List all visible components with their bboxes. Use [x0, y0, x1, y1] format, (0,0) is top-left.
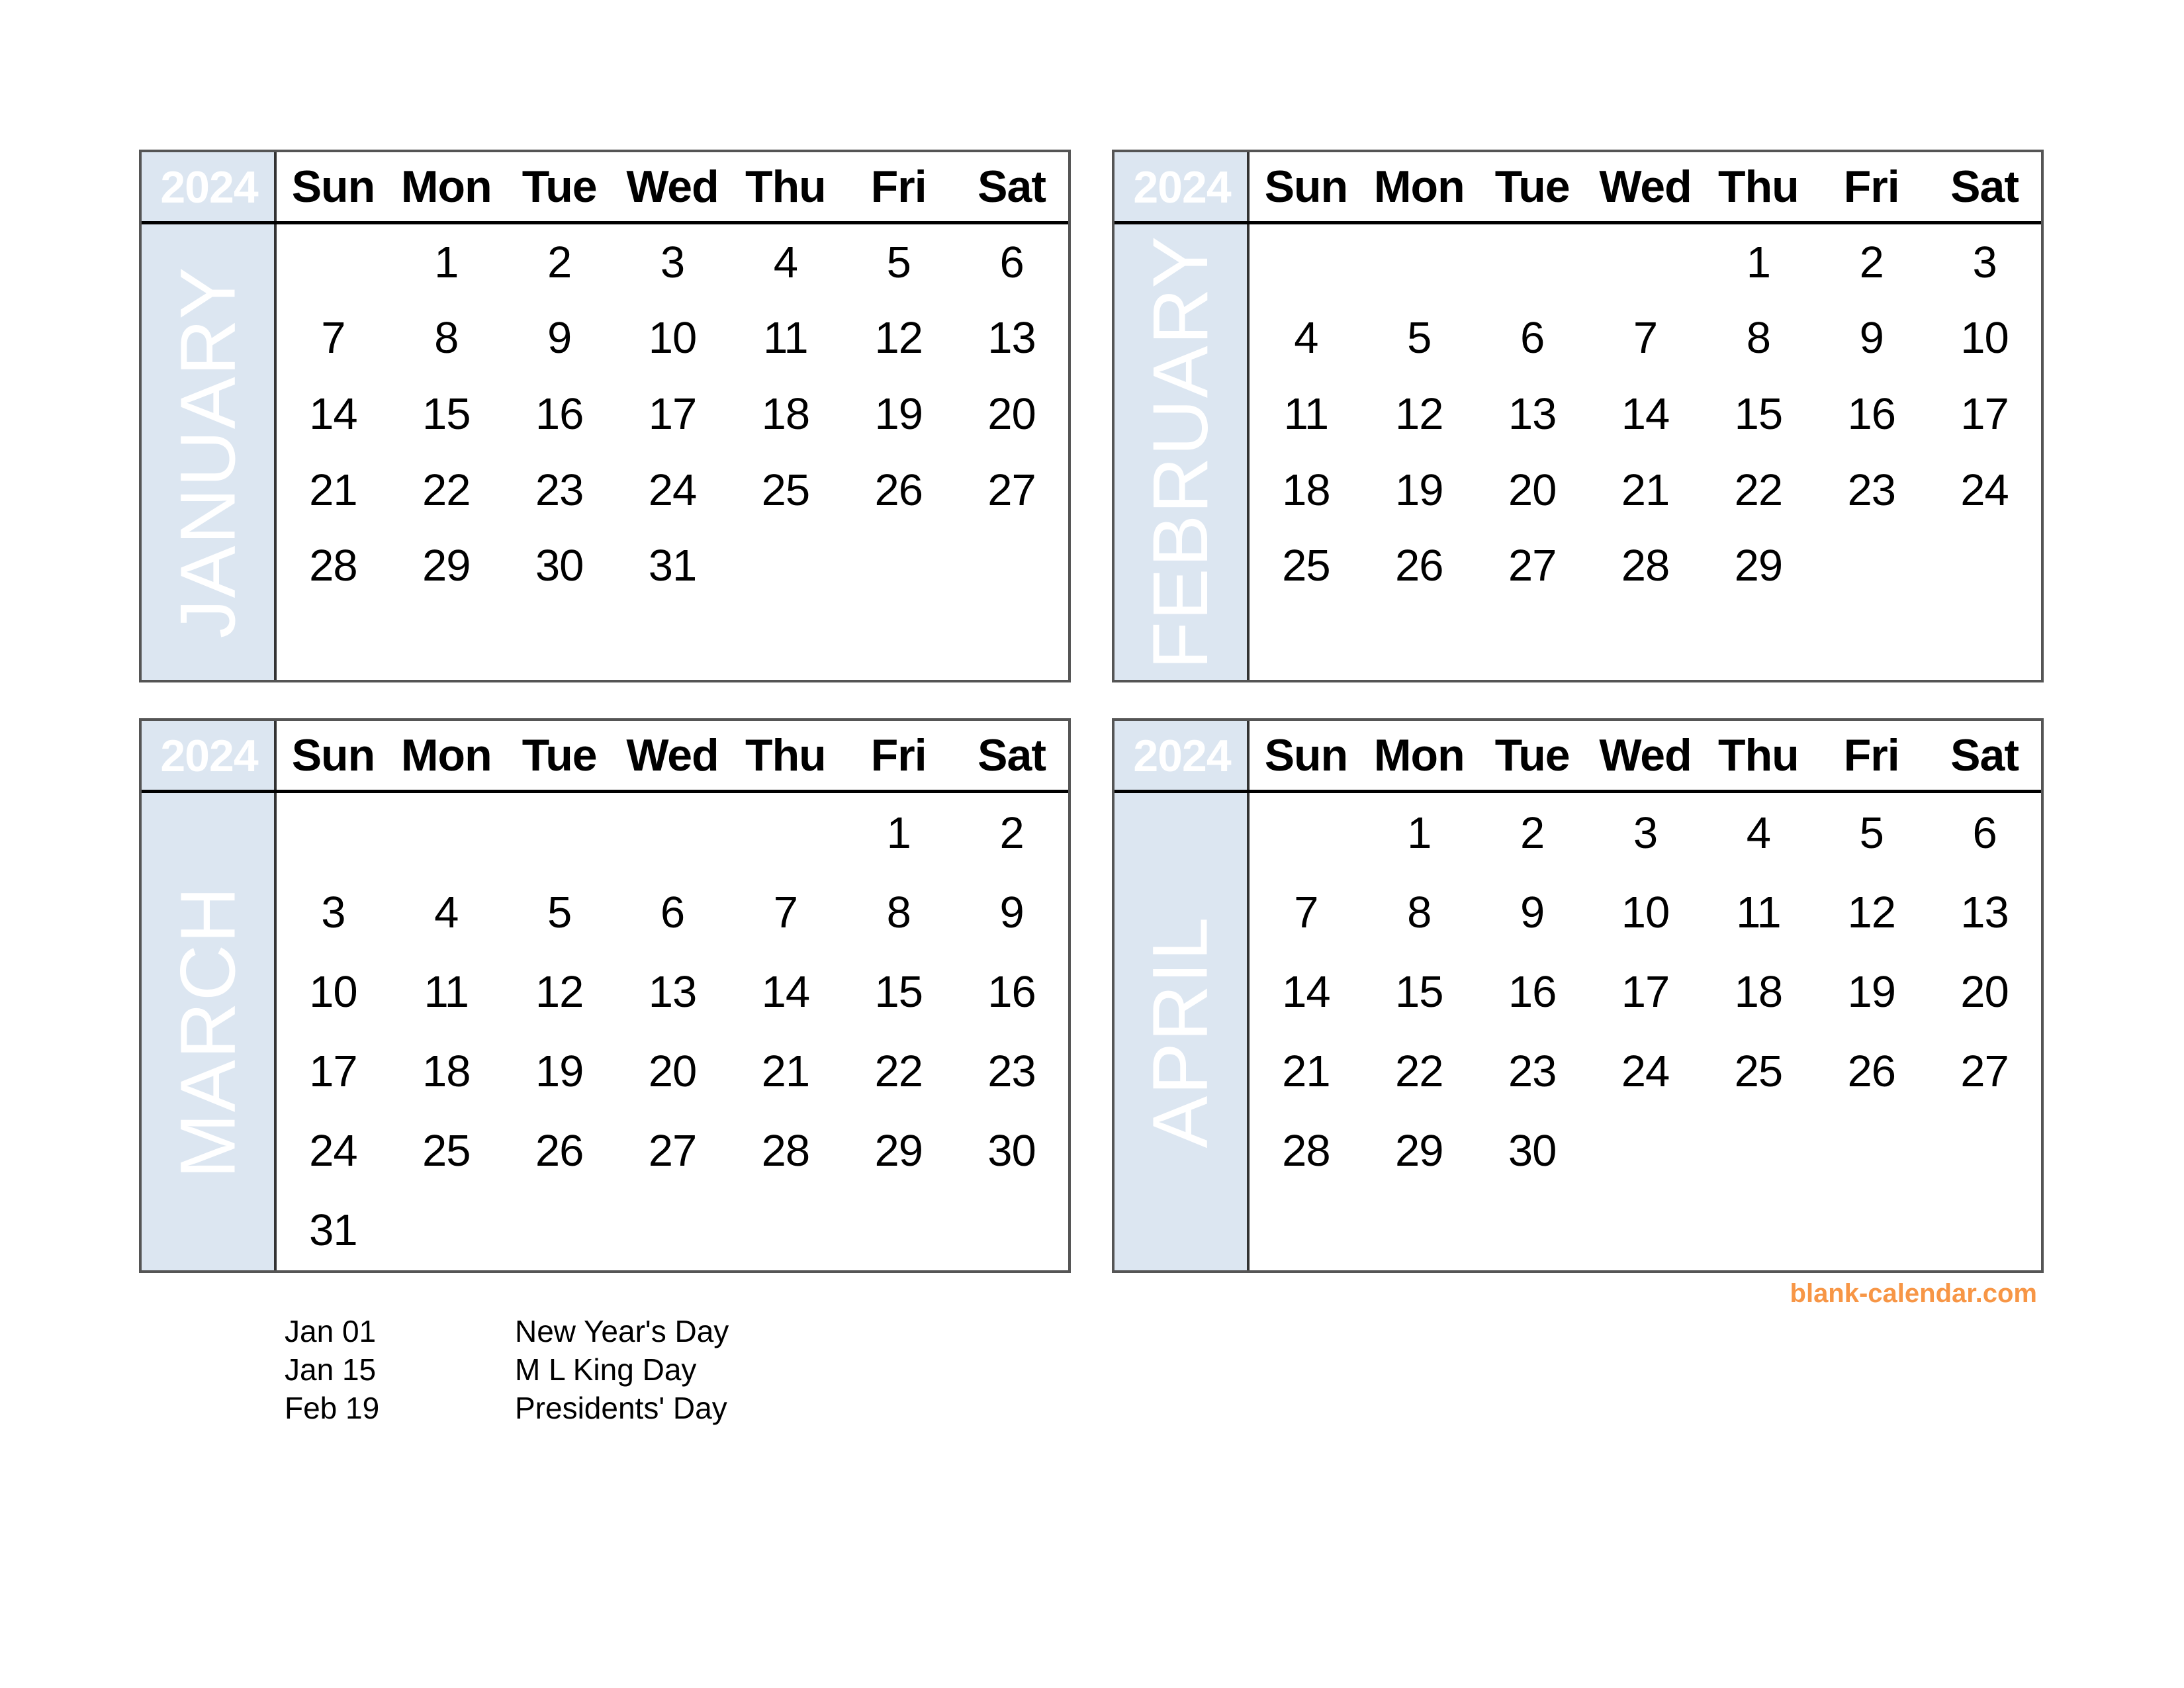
day-cell [616, 604, 729, 680]
weekday-label: Fri [1843, 730, 1899, 780]
day-cell: 9 [547, 313, 572, 363]
day-cell: 17 [1960, 389, 2009, 440]
holiday-row [285, 1350, 729, 1389]
day-cell: 20 [648, 1047, 697, 1097]
day-cell: 23 [987, 1047, 1036, 1097]
weekday-header [277, 152, 1068, 221]
month-label: MARCH [164, 885, 251, 1178]
day-cell: 22 [1734, 465, 1783, 515]
day-cell [503, 793, 616, 872]
weekday-label: Sat [1950, 730, 2019, 780]
day-cell [277, 224, 390, 301]
day-cell: 2 [1859, 237, 1884, 287]
day-cell [1589, 224, 1702, 301]
weekday-label: Tue [1494, 730, 1570, 780]
day-cell [1815, 1191, 1928, 1270]
day-cell: 20 [987, 389, 1036, 440]
day-cell: 12 [535, 966, 584, 1017]
day-cell: 6 [1972, 808, 1997, 858]
day-cell [1589, 1191, 1702, 1270]
day-grid [1250, 224, 2041, 680]
day-cell: 27 [987, 465, 1036, 515]
day-cell: 22 [1395, 1047, 1443, 1097]
day-cell [390, 604, 503, 680]
day-cell: 26 [874, 465, 923, 515]
day-cell: 3 [1972, 237, 1997, 287]
day-cell: 10 [1621, 887, 1670, 937]
month-calendar-april [1112, 718, 2044, 1273]
day-cell: 14 [1282, 966, 1330, 1017]
weekday-label: Thu [745, 730, 826, 780]
holiday-date: Feb 19 [285, 1391, 380, 1425]
day-cell: 26 [535, 1126, 584, 1176]
day-cell: 12 [1395, 389, 1443, 440]
day-cell: 30 [987, 1126, 1036, 1176]
day-cell: 10 [1960, 313, 2009, 363]
holiday-row [285, 1389, 729, 1427]
day-cell: 24 [1960, 465, 2009, 515]
day-cell: 27 [1960, 1047, 2009, 1097]
day-cell [390, 1191, 503, 1270]
day-cell: 18 [1282, 465, 1330, 515]
day-cell: 18 [422, 1047, 471, 1097]
day-cell [729, 1191, 842, 1270]
weekday-label: Fri [870, 730, 927, 780]
day-cell [1928, 1191, 2041, 1270]
day-cell [616, 1191, 729, 1270]
day-cell: 19 [874, 389, 923, 440]
day-cell [842, 528, 955, 604]
day-cell: 27 [1508, 541, 1557, 591]
day-cell: 18 [761, 389, 810, 440]
day-cell: 16 [1508, 966, 1557, 1017]
day-cell: 7 [1633, 313, 1658, 363]
day-cell [729, 528, 842, 604]
year-label: 2024 [1133, 162, 1231, 212]
day-cell: 19 [1847, 966, 1895, 1017]
holiday-name: M L King Day [515, 1352, 697, 1387]
day-cell [1702, 604, 1815, 680]
month-label-container [142, 224, 274, 680]
day-grid [1250, 793, 2041, 1270]
day-cell: 1 [1407, 808, 1432, 858]
day-cell [1928, 604, 2041, 680]
year-label: 2024 [1133, 731, 1231, 781]
day-cell [1702, 1191, 1815, 1270]
holiday-list [285, 1312, 729, 1427]
day-cell: 15 [422, 389, 471, 440]
day-cell: 21 [761, 1047, 810, 1097]
day-cell: 10 [648, 313, 697, 363]
month-label-container [1115, 793, 1247, 1270]
weekday-label: Thu [1718, 162, 1799, 212]
month-label-container [142, 793, 274, 1270]
day-cell: 5 [1859, 808, 1884, 858]
weekday-label: Mon [400, 730, 492, 780]
day-cell [1250, 1191, 1363, 1270]
day-cell [390, 793, 503, 872]
weekday-label: Thu [1718, 730, 1799, 780]
day-cell: 31 [648, 541, 697, 591]
day-cell: 10 [309, 966, 357, 1017]
day-cell: 22 [874, 1047, 923, 1097]
day-cell: 9 [999, 887, 1024, 937]
day-cell: 17 [648, 389, 697, 440]
weekday-label: Wed [626, 162, 719, 212]
day-cell [1363, 1191, 1476, 1270]
day-cell: 25 [422, 1126, 471, 1176]
day-cell [1476, 224, 1589, 301]
day-cell [1815, 604, 1928, 680]
day-cell: 18 [1734, 966, 1783, 1017]
day-cell: 11 [1283, 389, 1329, 440]
day-cell: 27 [648, 1126, 697, 1176]
day-cell: 4 [1294, 313, 1318, 363]
day-cell: 9 [1859, 313, 1884, 363]
day-cell: 14 [761, 966, 810, 1017]
day-cell: 8 [1746, 313, 1770, 363]
day-cell: 6 [1520, 313, 1545, 363]
day-cell: 14 [309, 389, 357, 440]
day-cell: 4 [1746, 808, 1770, 858]
day-cell: 7 [773, 887, 797, 937]
day-cell: 23 [1847, 465, 1895, 515]
day-cell: 11 [763, 313, 808, 363]
day-cell: 25 [1282, 541, 1330, 591]
day-cell: 6 [660, 887, 685, 937]
holiday-row [285, 1312, 729, 1350]
day-cell: 26 [1847, 1047, 1895, 1097]
day-cell [1250, 224, 1363, 301]
day-cell: 12 [1847, 887, 1895, 937]
day-cell [955, 1191, 1068, 1270]
day-cell [1589, 604, 1702, 680]
day-cell: 25 [1734, 1047, 1783, 1097]
day-cell: 17 [309, 1047, 357, 1097]
weekday-header [1250, 721, 2041, 790]
weekday-label: Sat [978, 730, 1046, 780]
day-cell: 13 [987, 313, 1036, 363]
day-cell: 3 [660, 237, 685, 287]
day-cell: 19 [535, 1047, 584, 1097]
day-cell [729, 793, 842, 872]
day-cell: 28 [1282, 1126, 1330, 1176]
day-cell: 7 [321, 313, 345, 363]
day-cell [842, 1191, 955, 1270]
day-cell: 24 [648, 465, 697, 515]
day-cell [503, 1191, 616, 1270]
weekday-label: Wed [1599, 162, 1692, 212]
day-cell: 8 [434, 313, 459, 363]
day-cell: 20 [1508, 465, 1557, 515]
day-cell: 19 [1395, 465, 1443, 515]
day-cell [1250, 793, 1363, 872]
day-cell: 3 [1633, 808, 1658, 858]
weekday-label: Sun [1264, 162, 1348, 212]
day-cell [842, 604, 955, 680]
day-cell: 15 [1734, 389, 1783, 440]
day-cell [1363, 224, 1476, 301]
day-cell: 5 [1407, 313, 1432, 363]
day-cell [1702, 1111, 1815, 1191]
day-cell [955, 528, 1068, 604]
month-calendar-february [1112, 150, 2044, 682]
year-label: 2024 [160, 162, 258, 212]
day-cell: 16 [1847, 389, 1895, 440]
day-cell: 2 [999, 808, 1024, 858]
weekday-label: Wed [1599, 730, 1692, 780]
day-cell: 29 [422, 541, 471, 591]
day-cell: 28 [309, 541, 357, 591]
holiday-date: Jan 01 [285, 1314, 377, 1348]
day-cell [277, 604, 390, 680]
day-cell: 5 [547, 887, 572, 937]
day-cell [1928, 528, 2041, 604]
holiday-date: Jan 15 [285, 1352, 377, 1387]
day-cell: 13 [648, 966, 697, 1017]
day-cell: 15 [1395, 966, 1443, 1017]
day-cell: 4 [773, 237, 797, 287]
day-cell [1363, 604, 1476, 680]
day-cell: 13 [1508, 389, 1557, 440]
weekday-label: Sat [978, 162, 1046, 212]
day-cell: 8 [886, 887, 911, 937]
day-cell: 1 [434, 237, 459, 287]
day-cell: 23 [1508, 1047, 1557, 1097]
day-cell [1476, 604, 1589, 680]
day-cell: 2 [547, 237, 572, 287]
day-cell [277, 793, 390, 872]
weekday-label: Thu [745, 162, 826, 212]
day-cell [1250, 604, 1363, 680]
holiday-name: New Year's Day [515, 1314, 729, 1348]
day-cell: 28 [761, 1126, 810, 1176]
weekday-label: Wed [626, 730, 719, 780]
day-cell: 1 [886, 808, 911, 858]
day-cell: 20 [1960, 966, 2009, 1017]
day-cell: 22 [422, 465, 471, 515]
weekday-label: Tue [522, 730, 597, 780]
day-cell: 3 [321, 887, 345, 937]
day-cell: 11 [1736, 887, 1781, 937]
day-cell [1815, 528, 1928, 604]
day-cell: 21 [1282, 1047, 1330, 1097]
day-cell: 23 [535, 465, 584, 515]
day-cell [1476, 1191, 1589, 1270]
site-link[interactable]: blank-calendar.com [1790, 1279, 2037, 1308]
day-cell: 26 [1395, 541, 1443, 591]
day-cell: 16 [987, 966, 1036, 1017]
day-cell: 2 [1520, 808, 1545, 858]
day-cell [503, 604, 616, 680]
month-label: JANUARY [164, 265, 252, 639]
day-cell: 16 [535, 389, 584, 440]
day-cell [1815, 1111, 1928, 1191]
weekday-header [277, 721, 1068, 790]
day-grid [277, 224, 1068, 680]
day-cell: 8 [1407, 887, 1432, 937]
day-cell [1589, 1111, 1702, 1191]
weekday-label: Sun [1264, 730, 1348, 780]
day-cell: 12 [874, 313, 923, 363]
month-label-container [1115, 224, 1247, 680]
day-cell [729, 604, 842, 680]
day-cell: 13 [1960, 887, 2009, 937]
day-cell [955, 604, 1068, 680]
day-cell [616, 793, 729, 872]
day-cell: 21 [1621, 465, 1670, 515]
month-calendar-january [139, 150, 1071, 682]
month-calendar-march [139, 718, 1071, 1273]
day-grid [277, 793, 1068, 1270]
holiday-name: Presidents' Day [515, 1391, 727, 1425]
day-cell: 1 [1746, 237, 1770, 287]
day-cell: 6 [999, 237, 1024, 287]
day-cell: 15 [874, 966, 923, 1017]
weekday-label: Mon [1373, 162, 1465, 212]
day-cell: 31 [309, 1205, 357, 1256]
day-cell: 24 [309, 1126, 357, 1176]
weekday-label: Fri [1843, 162, 1899, 212]
weekday-label: Mon [1373, 730, 1465, 780]
day-cell: 29 [1734, 541, 1783, 591]
day-cell: 4 [434, 887, 459, 937]
day-cell: 24 [1621, 1047, 1670, 1097]
year-label: 2024 [160, 731, 258, 781]
weekday-label: Fri [870, 162, 927, 212]
day-cell: 9 [1520, 887, 1545, 937]
day-cell: 28 [1621, 541, 1670, 591]
day-cell: 7 [1294, 887, 1318, 937]
month-label: APRIL [1137, 915, 1225, 1149]
weekday-header [1250, 152, 2041, 221]
weekday-label: Tue [522, 162, 597, 212]
day-cell: 29 [874, 1126, 923, 1176]
day-cell: 17 [1621, 966, 1670, 1017]
day-cell: 25 [761, 465, 810, 515]
weekday-label: Sun [291, 730, 375, 780]
day-cell: 14 [1621, 389, 1670, 440]
weekday-label: Sun [291, 162, 375, 212]
weekday-label: Tue [1494, 162, 1570, 212]
day-cell: 29 [1395, 1126, 1443, 1176]
day-cell: 5 [886, 237, 911, 287]
month-label: FEBRUARY [1137, 234, 1225, 670]
day-cell [1928, 1111, 2041, 1191]
day-cell: 30 [535, 541, 584, 591]
day-cell: 21 [309, 465, 357, 515]
weekday-label: Sat [1950, 162, 2019, 212]
day-cell: 11 [424, 966, 469, 1017]
day-cell: 30 [1508, 1126, 1557, 1176]
weekday-label: Mon [400, 162, 492, 212]
